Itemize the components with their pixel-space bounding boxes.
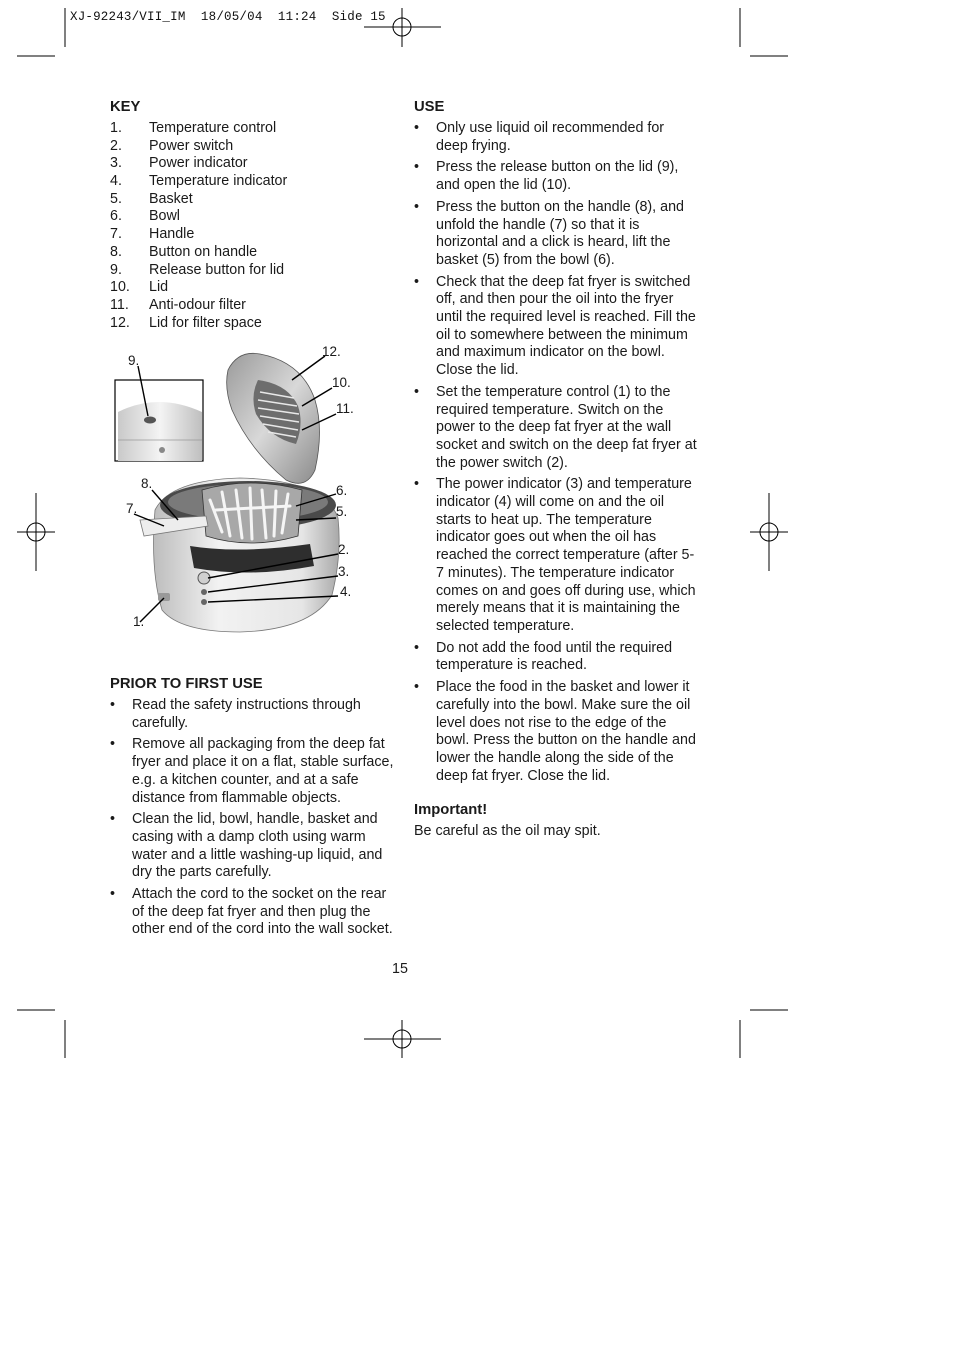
key-item-number: 5.	[110, 190, 122, 207]
key-item-label: Power indicator	[149, 155, 248, 172]
bullet-text: Press the release button on the lid (9), and open the lid (10).	[436, 159, 679, 194]
key-item-label: Handle	[149, 226, 195, 243]
bullet-item	[110, 886, 395, 939]
key-item-label: Button on handle	[149, 243, 258, 260]
key-item-number: 6.	[110, 208, 122, 225]
bullet-text: Press the button on the handle (8), and unfold the handle (7) so that it is horizontal and a click is heard, lift the basket (5) from the bowl (6).	[436, 198, 684, 268]
bullet-icon: •	[414, 273, 420, 290]
key-item-number: 7.	[110, 226, 122, 243]
key-item	[110, 297, 395, 315]
bullet-item	[414, 640, 699, 675]
key-item-number: 12.	[110, 314, 130, 331]
bullet-item	[110, 697, 395, 732]
key-item-label: Temperature indicator	[149, 173, 288, 190]
bullet-text: Read the safety instructions through carefully.	[132, 697, 361, 731]
key-item-number: 9.	[110, 261, 122, 278]
callout-11: 11.	[336, 401, 354, 416]
callout-4: 4.	[340, 584, 352, 599]
key-item	[110, 208, 395, 226]
bullet-item	[414, 679, 699, 785]
bullet-text: The power indicator (3) and temperature indicator (4) will come on and the oil starts to heat up. The temperature indicator goes out when the oil has reached the correct temperature (after 5-7 minutes). The temperature indicator comes on and goes off during use, which merely means that it is maintaining the selected temperature.	[436, 476, 696, 634]
key-item-label: Lid for filter space	[149, 314, 262, 331]
bullet-item	[414, 199, 699, 270]
key-item-number: 11.	[110, 296, 129, 313]
key-item-label: Anti-odour filter	[149, 296, 246, 313]
important-text: Be careful as the oil may spit.	[414, 823, 601, 840]
bullet-icon: •	[414, 476, 420, 493]
bullet-text: Set the temperature control (1) to the required temperature. Switch on the power to the deep fat fryer at the wall socket and switch on the deep fat fryer at the power switch (2).	[436, 383, 697, 471]
key-item	[110, 244, 395, 262]
bullet-item	[110, 736, 395, 807]
key-item	[110, 173, 395, 191]
bullet-item	[414, 159, 699, 194]
key-item-label: Temperature control	[149, 120, 277, 136]
key-section	[110, 98, 395, 332]
bullet-text: Do not add the food until the required temperature is reached.	[436, 639, 673, 674]
key-item-number: 10.	[110, 279, 130, 296]
key-item-number: 8.	[110, 243, 122, 260]
bullet-item	[414, 476, 699, 635]
callout-10: 10.	[332, 375, 351, 390]
prior-heading: PRIOR TO FIRST USE	[110, 676, 263, 692]
key-item	[110, 120, 395, 138]
bullet-text: Remove all packaging from the deep fat fryer and place it on a flat, stable surface, e.g. a kitchen counter, and at a safe distance from flammable objects.	[132, 736, 394, 806]
bullet-icon: •	[110, 736, 116, 753]
key-item-label: Power switch	[149, 137, 234, 154]
important-heading: Important!	[414, 802, 488, 819]
key-item	[110, 279, 395, 297]
use-heading: USE	[414, 99, 445, 115]
bullet-icon: •	[110, 697, 116, 713]
bullet-text: Attach the cord to the socket on the rear of the deep fat fryer and then plug the other end of the cord into the wall socket.	[132, 886, 393, 938]
key-item-label: Bowl	[149, 208, 180, 225]
print-slug: XJ-92243/VII_IM 18/05/04 11:24 Side 15	[70, 10, 386, 24]
important-note	[414, 801, 699, 841]
callout-5: 5.	[336, 504, 348, 519]
bullet-icon: •	[414, 639, 420, 656]
use-list	[414, 120, 699, 785]
key-heading: KEY	[110, 99, 141, 115]
key-item-label: Release button for lid	[149, 261, 285, 278]
prior-list	[110, 697, 395, 939]
key-item-label: Basket	[149, 190, 193, 207]
key-item	[110, 226, 395, 244]
bullet-text: Only use liquid oil recommended for deep frying.	[436, 120, 665, 154]
bullet-item	[414, 384, 699, 473]
key-item	[110, 138, 395, 156]
key-item-number: 4.	[110, 173, 122, 190]
use-section	[414, 98, 699, 841]
bullet-icon: •	[414, 120, 420, 136]
key-list	[110, 120, 395, 332]
bullet-icon: •	[414, 383, 420, 400]
key-item	[110, 191, 395, 209]
callout-2: 2.	[338, 542, 350, 557]
bullet-icon: •	[414, 159, 420, 176]
callout-8: 8.	[141, 476, 153, 491]
bullet-icon: •	[414, 198, 420, 215]
key-item	[110, 262, 395, 280]
key-item-number: 2.	[110, 137, 122, 154]
page-number: 15	[392, 961, 408, 977]
callout-7: 7.	[126, 501, 138, 516]
bullet-icon: •	[414, 679, 420, 696]
callout-9: 9.	[128, 353, 140, 368]
key-item	[110, 315, 395, 333]
bullet-item	[110, 811, 395, 882]
callout-6: 6.	[336, 483, 348, 498]
bullet-icon: •	[110, 886, 116, 903]
prior-section	[110, 675, 395, 943]
bullet-text: Check that the deep fat fryer is switched off, and then pour the oil into the fryer until the required level is reached. Fill the oil to somewhere between the minimum and maximum indicator on the bowl. Close the lid.	[436, 273, 696, 379]
callout-1: 1.	[133, 614, 145, 629]
fryer-figure	[110, 340, 360, 640]
bullet-text: Place the food in the basket and lower it carefully into the bowl. Make sure the oil level does not rise to the edge of the bowl. Press the button on the handle and lower the handle along the side of the deep fat fryer. Close the lid.	[436, 679, 696, 784]
bullet-icon: •	[110, 811, 116, 828]
key-item-number: 1.	[110, 120, 122, 136]
callout-12: 12.	[322, 344, 341, 359]
bullet-item	[414, 274, 699, 380]
bullet-text: Clean the lid, bowl, handle, basket and casing with a damp cloth using warm water and a little washing-up liquid, and dry the parts carefully.	[132, 811, 383, 881]
key-item-number: 3.	[110, 155, 122, 172]
key-item	[110, 155, 395, 173]
callout-3: 3.	[338, 564, 350, 579]
key-item-label: Lid	[149, 279, 169, 296]
bullet-item	[414, 120, 699, 155]
